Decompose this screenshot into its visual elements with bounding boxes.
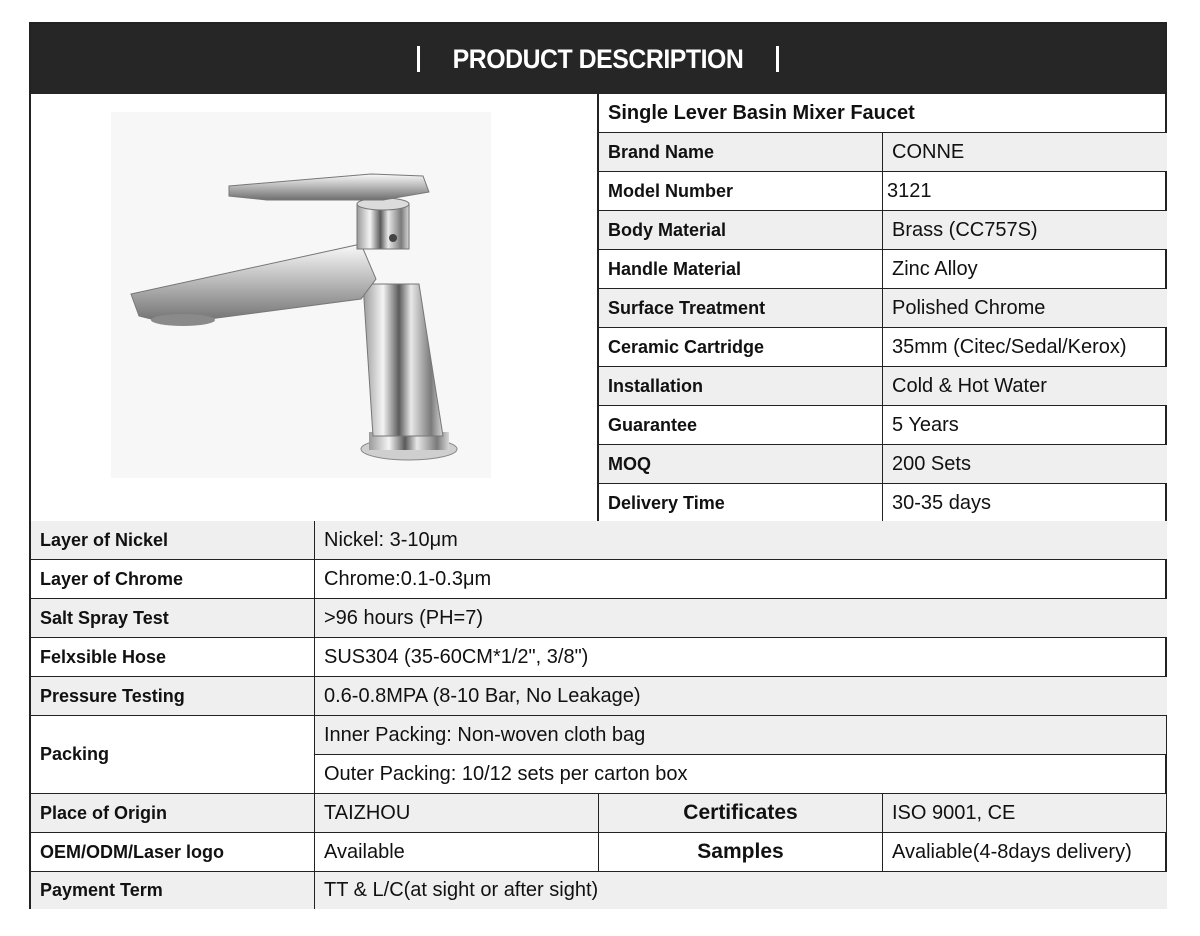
spec-value: Cold & Hot Water — [883, 367, 1167, 406]
packing-inner-value: Inner Packing: Non-woven cloth bag — [315, 716, 1167, 755]
spec-label: Delivery Time — [599, 484, 883, 523]
packing-label: Packing — [31, 716, 315, 794]
spec-value: 5 Years — [883, 406, 1167, 445]
spec-label: Body Material — [599, 211, 883, 250]
payment-value: TT & L/C(at sight or after sight) — [315, 872, 1167, 909]
spec-label: Guarantee — [599, 406, 883, 445]
spec-value: Polished Chrome — [883, 289, 1167, 328]
oem-value: Available — [315, 833, 599, 872]
product-description-sheet — [29, 22, 1167, 909]
spec-value: Zinc Alloy — [883, 250, 1167, 289]
spec-value: CONNE — [883, 133, 1167, 172]
oem-label: OEM/ODM/Laser logo — [31, 833, 315, 872]
detail-value: SUS304 (35-60CM*1/2", 3/8") — [315, 638, 1167, 677]
spec-value: 35mm (Citec/Sedal/Kerox) — [883, 328, 1167, 367]
detail-label: Felxsible Hose — [31, 638, 315, 677]
origin-value: TAIZHOU — [315, 794, 599, 833]
spec-value: Brass (CC757S) — [883, 211, 1167, 250]
samples-value: Avaliable(4-8days delivery) — [883, 833, 1167, 872]
spec-label: Ceramic Cartridge — [599, 328, 883, 367]
product-image — [31, 94, 599, 522]
spec-value: 200 Sets — [883, 445, 1167, 484]
detail-value: 0.6-0.8MPA (8-10 Bar, No Leakage) — [315, 677, 1167, 716]
detail-value: Nickel: 3-10μm — [315, 521, 1167, 560]
certificates-label: Certificates — [599, 794, 883, 833]
detail-value: Chrome:0.1-0.3μm — [315, 560, 1167, 599]
spec-value: 30-35 days — [883, 484, 1167, 523]
header-left-divider — [417, 46, 420, 72]
detail-label: Layer of Nickel — [31, 521, 315, 560]
samples-label: Samples — [599, 833, 883, 872]
detail-label: Layer of Chrome — [31, 560, 315, 599]
spec-label: Model Number — [599, 172, 883, 211]
spec-label: Handle Material — [599, 250, 883, 289]
header-bar — [31, 24, 1165, 94]
spec-label: Surface Treatment — [599, 289, 883, 328]
spec-label: Brand Name — [599, 133, 883, 172]
certificates-value: ISO 9001, CE — [883, 794, 1167, 833]
detail-label: Salt Spray Test — [31, 599, 315, 638]
header-right-divider — [776, 46, 779, 72]
packing-outer-value: Outer Packing: 10/12 sets per carton box — [315, 755, 1167, 794]
faucet-image — [31, 94, 599, 522]
detail-value: >96 hours (PH=7) — [315, 599, 1167, 638]
payment-label: Payment Term — [31, 872, 315, 909]
detail-label: Pressure Testing — [31, 677, 315, 716]
origin-label: Place of Origin — [31, 794, 315, 833]
spec-label: MOQ — [599, 445, 883, 484]
spec-value: 3121 — [883, 172, 1167, 211]
spec-label: Installation — [599, 367, 883, 406]
page-title: PRODUCT DESCRIPTION — [452, 43, 744, 74]
product-title: Single Lever Basin Mixer Faucet — [599, 94, 1167, 133]
